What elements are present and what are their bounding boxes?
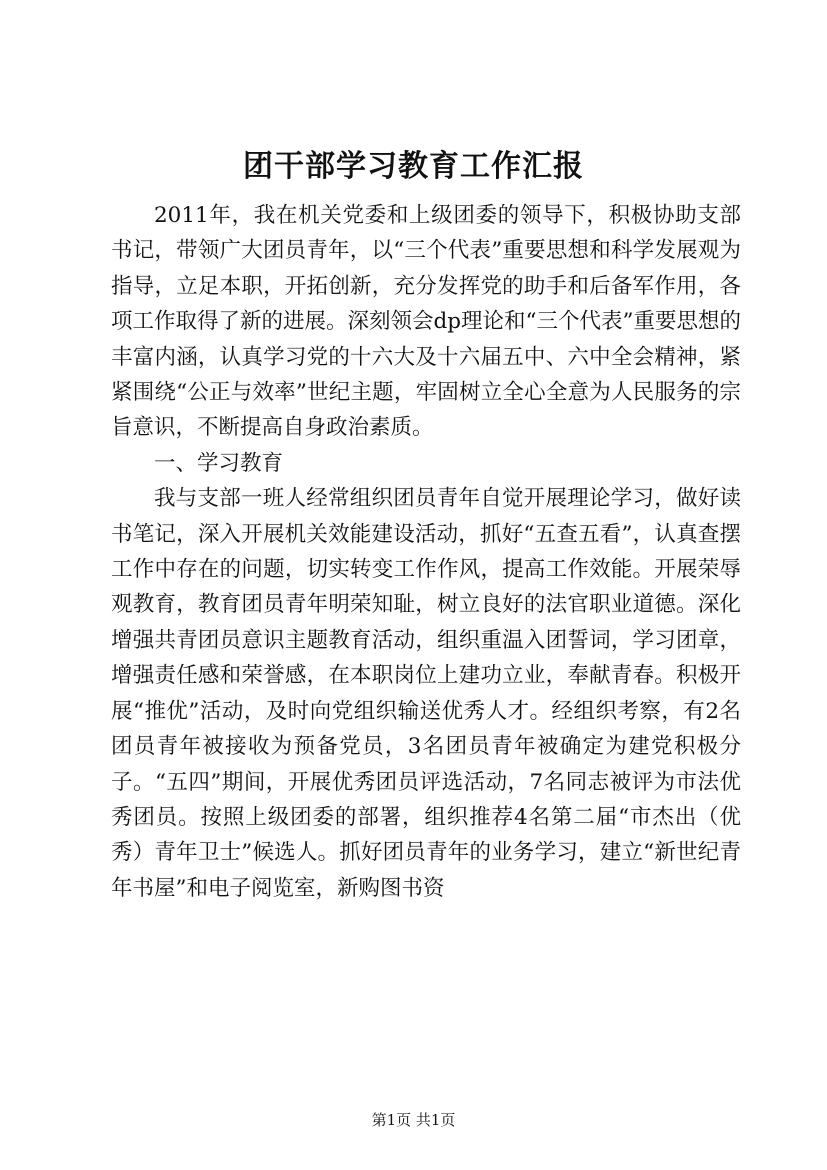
document-body — [111, 198, 741, 906]
document-title: 团干部学习教育工作汇报 — [243, 149, 584, 184]
paragraph-study: 我与支部一班人经常组织团员青年自觉开展理论学习，做好读书笔记，深入开展机关效能建设活动，抓好“五查五看”，认真查摆工作中存在的问题，切实转变工作作风，提高工作效能。开展荣辱观教育，教育团员青年明荣知耻，树立良好的法官职业道德。深化增强共青团员意识主题教育活动，组织重温入团誓词，学习团章，增强责任感和荣誉感，在本职岗位上建功立业，奉献青春。积极开展“推优”活动，及时向党组织输送优秀人才。经组织考察，有2名团员青年被接收为预备党员，3名团员青年被确定为建党积极分子。“五四”期间，开展优秀团员评选活动，7名同志被评为市法优秀团员。按照上级团委的部署，组织推荐4名第二届“市杰出（优秀）青年卫士”候选人。抓好团员青年的业务学习，建立“新世纪青年书屋”和电子阅览室，新购图书资 — [111, 486, 741, 901]
page-footer: 第1页 共1页 — [371, 1111, 456, 1129]
section-heading-study: 一、学习教育 — [154, 450, 284, 476]
paragraph-intro: 2011年，我在机关党委和上级团委的领导下，积极协助支部书记，带领广大团员青年，以“三个代表”重要思想和科学发展观为指导，立足本职，开拓创新，充分发挥党的助手和后备军作用，各项工作取得了新的进展。深刻领会dp理论和“三个代表”重要思想的丰富内涵，认真学习党的十六大及十六届五中、六中全会精神，紧紧围绕“公正与效率”世纪主题，牢固树立全心全意为人民服务的宗旨意识，不断提高自身政治素质。 — [111, 203, 742, 441]
